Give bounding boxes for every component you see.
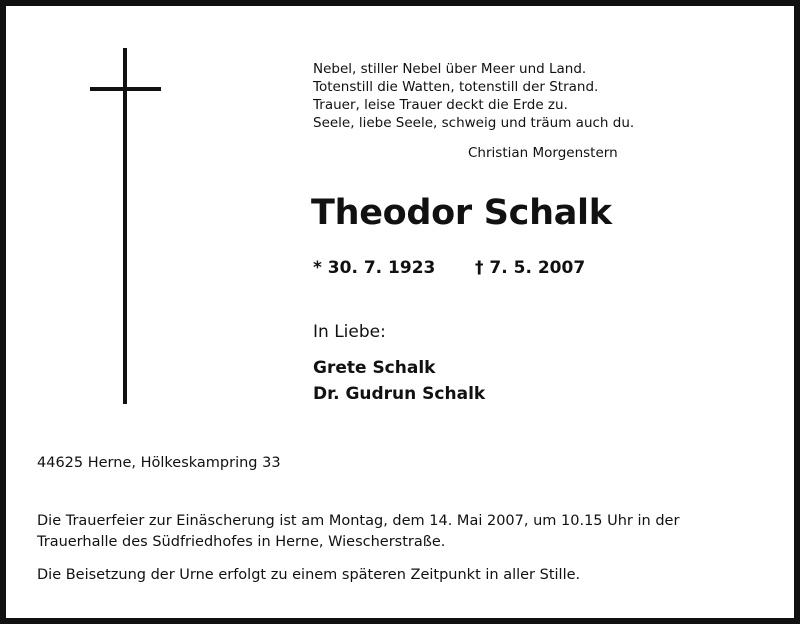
birth-date: * 30. 7. 1923 bbox=[313, 258, 436, 278]
cross-icon-bar bbox=[90, 87, 161, 91]
mourners-heading: In Liebe: bbox=[313, 322, 386, 342]
poem-line: Trauer, leise Trauer deckt die Erde zu. bbox=[313, 97, 568, 113]
poem-line: Seele, liebe Seele, schweig und träum auch du. bbox=[313, 115, 635, 131]
ceremony-line: Trauerhalle des Südfriedhofes in Herne, Wiescherstraße. bbox=[37, 534, 446, 550]
poem-line: Nebel, stiller Nebel über Meer und Land. bbox=[313, 61, 587, 77]
mourner-name: Grete Schalk bbox=[313, 358, 436, 378]
mourner-name: Dr. Gudrun Schalk bbox=[313, 384, 486, 404]
poem bbox=[313, 60, 634, 132]
cross-icon bbox=[123, 48, 127, 404]
poem-line: Totenstill die Watten, totenstill der Strand. bbox=[313, 79, 599, 95]
deceased-name: Theodor Schalk bbox=[311, 193, 612, 233]
mourners-list bbox=[313, 355, 485, 407]
poem-author: Christian Morgenstern bbox=[468, 145, 618, 161]
burial-text: Die Beisetzung der Urne erfolgt zu einem späteren Zeitpunkt in aller Stille. bbox=[37, 567, 581, 583]
address: 44625 Herne, Hölkeskampring 33 bbox=[37, 455, 281, 471]
ceremony-line: Die Trauerfeier zur Einäscherung ist am Montag, dem 14. Mai 2007, um 10.15 Uhr in der bbox=[37, 513, 680, 529]
ceremony-text bbox=[37, 511, 679, 553]
death-date: † 7. 5. 2007 bbox=[475, 258, 586, 278]
